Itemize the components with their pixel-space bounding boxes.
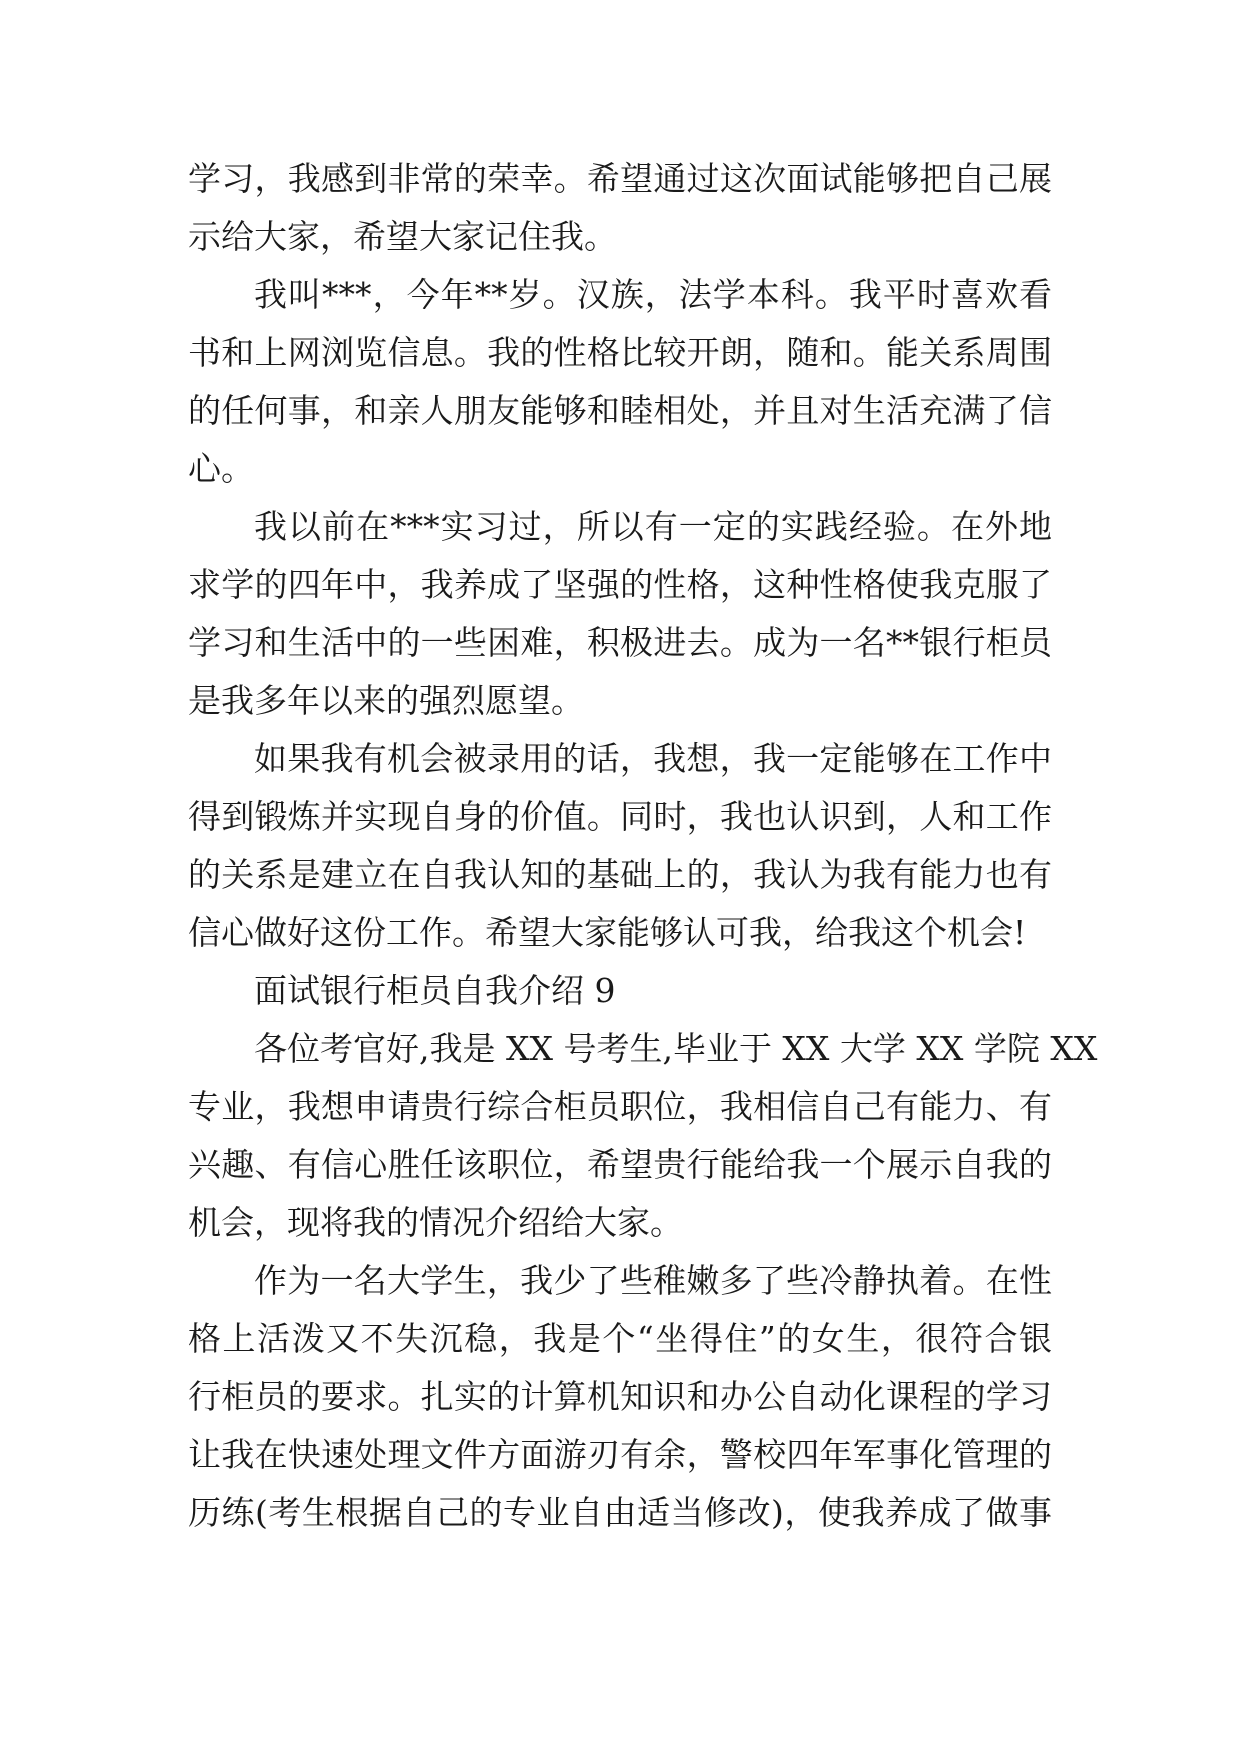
text-line: 信心做好这份工作。希望大家能够认可我，给我这个机会! [188,913,1027,952]
text-line: 书和上网浏览信息。我的性格比较开朗，随和。能关系周围 [188,333,1052,372]
text-line: 专业，我想申请贵行综合柜员职位，我相信自己有能力、有 [188,1087,1052,1126]
text-line: 格上活泼又不失沉稳，我是个“坐得住”的女生，很符合银 [188,1319,1052,1358]
text-line: 让我在快速处理文件方面游刃有余，警校四年军事化管理的 [188,1435,1052,1474]
paragraph-character [188,1252,1052,1542]
text-line: 机会，现将我的情况介绍给大家。 [188,1203,683,1242]
text-line: 各位考官好,我是 XX 号考生,毕业于 XX 大学 XX 学院 XX [254,1029,1098,1068]
text-line: 学习，我感到非常的荣幸。希望通过这次面试能够把自己展 [188,159,1052,198]
text-line: 心。 [188,449,254,488]
paragraph-personal-info [188,266,1052,498]
text-line: 的任何事，和亲人朋友能够和睦相处，并且对生活充满了信 [188,391,1052,430]
text-line: 我以前在***实习过，所以有一定的实践经验。在外地 [254,507,1052,546]
section-title: 面试银行柜员自我介绍 9 [254,971,616,1010]
text-line: 我叫***，今年**岁。汉族，法学本科。我平时喜欢看 [254,275,1052,314]
text-line: 历练(考生根据自己的专业自由适当修改)，使我养成了做事 [188,1493,1052,1532]
text-line: 如果我有机会被录用的话，我想，我一定能够在工作中 [254,739,1052,778]
document-body [188,150,1098,1542]
text-line: 的关系是建立在自我认知的基础上的，我认为我有能力也有 [188,855,1052,894]
paragraph-greeting [188,1020,1098,1252]
text-line: 行柜员的要求。扎实的计算机知识和办公自动化课程的学习 [188,1377,1052,1416]
text-line: 作为一名大学生，我少了些稚嫩多了些冷静执着。在性 [254,1261,1052,1300]
paragraph-experience [188,498,1052,730]
paragraph-closing [188,730,1052,962]
paragraph-continued-intro [188,150,1052,266]
text-line: 求学的四年中，我养成了坚强的性格，这种性格使我克服了 [188,565,1052,604]
text-line: 兴趣、有信心胜任该职位，希望贵行能给我一个展示自我的 [188,1145,1052,1184]
text-line: 示给大家，希望大家记住我。 [188,217,617,256]
section-heading [188,962,1052,1020]
text-line: 得到锻炼并实现自身的价值。同时，我也认识到，人和工作 [188,797,1052,836]
text-line: 是我多年以来的强烈愿望。 [188,681,584,720]
text-line: 学习和生活中的一些困难，积极进去。成为一名**银行柜员 [188,623,1052,662]
